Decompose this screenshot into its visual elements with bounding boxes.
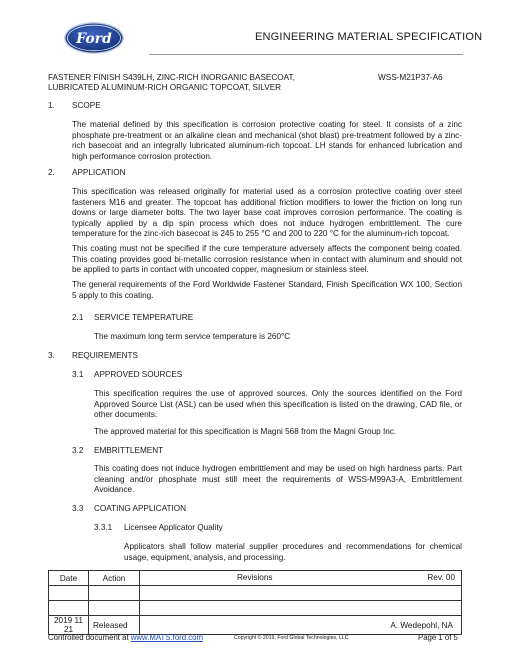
section-3-number: 3. [48, 351, 55, 360]
section-2-title: APPLICATION [72, 168, 126, 177]
revision-table-header-row [49, 571, 462, 586]
section-2-number: 2. [48, 168, 55, 177]
section-3-3-1-number: 3.3.1 [94, 523, 113, 532]
application-paragraph-3: The general requirements of the Ford Worldwide Fastener Standard, Finish Specification WX 100, Section 5 apply to this coating. [72, 280, 462, 300]
svg-text:Ford: Ford [76, 31, 112, 47]
release-date: 2019 11 21 [49, 616, 89, 635]
application-paragraph-2: This coating must not be specified if the cure temperature adversely affects the component being coated. This coating provides good bi-metallic corrosion resistance when in contact with aluminum and should not be applied to parts in contact with uncoated copper, magnesium or stainless steel. [72, 244, 462, 275]
release-action: Released [89, 616, 140, 635]
section-3-2-title: EMBRITTLEMENT [94, 446, 164, 455]
ford-logo [63, 21, 125, 55]
section-2-1-number: 2.1 [72, 313, 84, 322]
spec-title-line2: LUBRICATED ALUMINUM-RICH ORGANIC TOPCOAT, SILVER [48, 83, 282, 92]
controlled-document-label: Controlled document at [48, 633, 131, 642]
table-row [49, 586, 462, 601]
mats-link[interactable]: www.MATS.ford.com [130, 633, 203, 642]
table-row [49, 616, 462, 635]
table-row [49, 601, 462, 616]
application-paragraph-1: This specification was released originally for material used as a corrosion protective coating over steel fasteners M16 and greater. The topcoat has additional friction modifiers to lower the friction on long run downs or large diameter bolts. The two layer base coat improves corrosion performance. The coating is typically applied by a dip spin process which does not induce hydrogen embrittlement. The cure temperature for the zinc-rich basecoat is 245 to 255 °C and 200 to 220 °C for the aluminum-rich topcoat. [72, 187, 462, 239]
document-type-title: ENGINEERING MATERIAL SPECIFICATION [255, 31, 483, 43]
copyright-notice: Copyright © 2019, Ford Global Technologies, LLC [234, 635, 349, 641]
revisions-header: Revisions [237, 573, 273, 582]
controlled-document-note [48, 633, 203, 642]
revision-table [48, 570, 462, 635]
licensee-quality-paragraph: Applicators shall follow material supplier procedures and recommendations for chemical usage, equipment, analysis, and processing. [124, 542, 462, 562]
action-header: Action [89, 571, 140, 586]
date-header: Date [49, 571, 89, 586]
section-3-2-number: 3.2 [72, 446, 84, 455]
page-number: Page 1 of 5 [418, 633, 458, 642]
section-1-number: 1. [48, 101, 55, 110]
revision-number: Rev. 00 [427, 573, 455, 582]
embrittlement-paragraph: This coating does not induce hydrogen embrittlement and may be used on high hardness parts. Part cleaning and/or phosphate must still meet the requirements of WSS-M99A3-A, Embrittlement Avoidance. [94, 464, 462, 495]
section-2-1-title: SERVICE TEMPERATURE [94, 313, 194, 322]
header-divider [149, 54, 463, 55]
approved-sources-paragraph-1: This specification requires the use of approved sources. Only the sources identified on the Ford Approved Source List (ASL) can be used when this specification is listed on the drawing, CAD file, or other documents. [94, 389, 462, 420]
release-author: A. Wedepohl, NA [140, 616, 462, 635]
section-3-1-number: 3.1 [72, 370, 84, 379]
spec-number: WSS-M21P37-A6 [378, 73, 443, 82]
section-3-3-number: 3.3 [72, 504, 84, 513]
spec-title-line1: FASTENER FINISH S439LH, ZINC-RICH INORGANIC BASECOAT, [48, 73, 295, 82]
scope-paragraph: The material defined by this specification is corrosion protective coating for steel. It consists of a zinc phosphate pre-treatment or an alkaline clean and mechanical (shot blast) pre-treatment followed by a zinc-rich basecoat and an integrally lubricated aluminum-rich topcoat. LH stands for enhanced lubrication and high performance corrosion protection. [72, 120, 462, 161]
service-temperature-paragraph: The maximum long term service temperature is 260°C [94, 332, 291, 341]
section-3-3-title: COATING APPLICATION [94, 504, 187, 513]
section-3-1-title: APPROVED SOURCES [94, 370, 183, 379]
approved-sources-paragraph-2: The approved material for this specification is Magni 568 from the Magni Group Inc. [94, 427, 397, 436]
section-3-title: REQUIREMENTS [72, 351, 138, 360]
revisions-header-cell [140, 571, 462, 586]
section-1-title: SCOPE [72, 101, 101, 110]
section-3-3-1-title: Licensee Applicator Quality [124, 523, 223, 532]
